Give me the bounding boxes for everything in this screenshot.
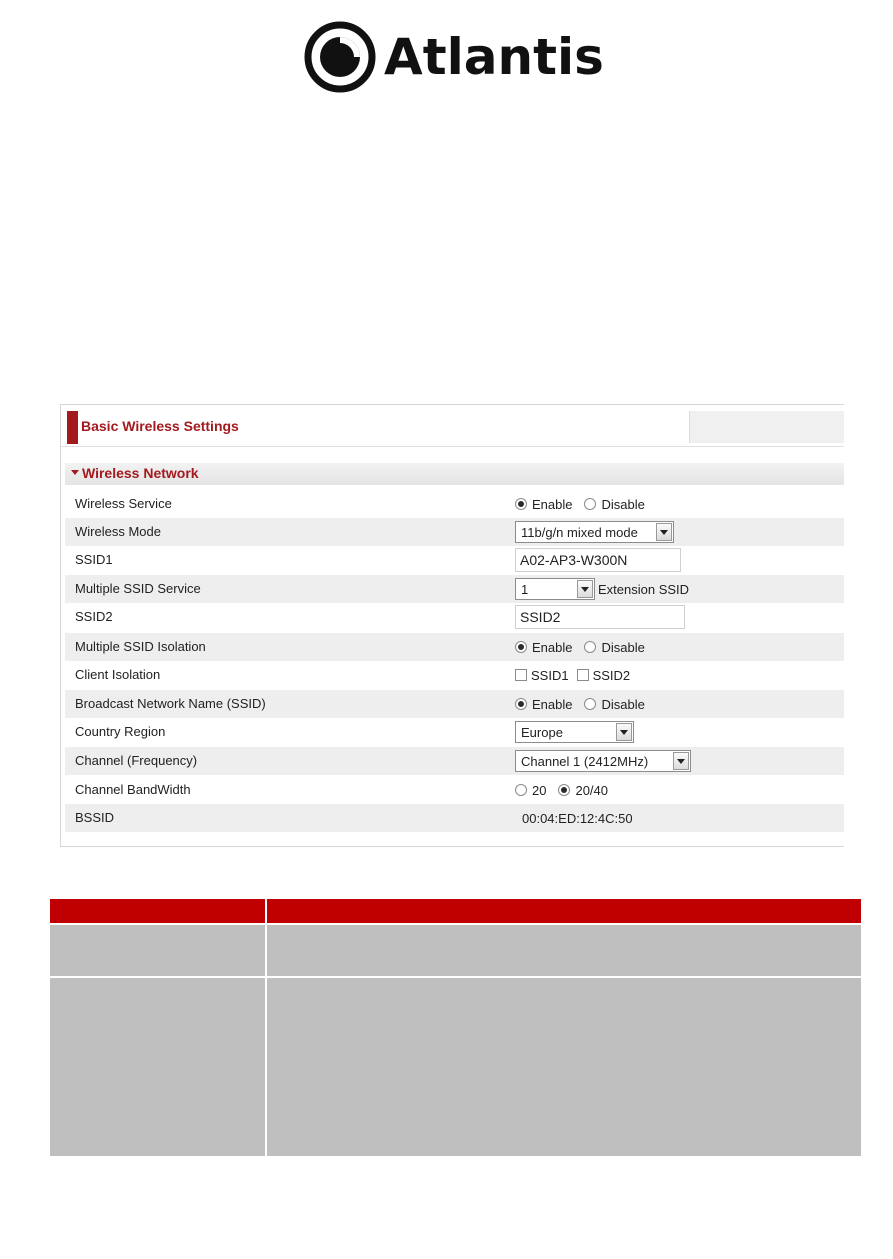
radio-bandwidth-20[interactable]: 20 <box>515 783 546 798</box>
radio-checked-icon[interactable] <box>515 498 527 510</box>
row-multiple-ssid-isolation <box>65 633 844 661</box>
table-row <box>50 925 861 976</box>
table-row <box>50 978 861 1156</box>
dropdown-arrow-icon[interactable] <box>673 752 689 770</box>
table-header <box>50 899 861 923</box>
checkbox-client-isolation-ssid2[interactable]: SSID2 <box>577 668 631 683</box>
checkbox-icon[interactable] <box>577 669 589 681</box>
radio-unchecked-icon[interactable] <box>515 784 527 796</box>
wireless-mode-select[interactable]: 11b/g/n mixed mode <box>515 521 674 543</box>
row-channel-bandwidth <box>65 776 844 804</box>
row-broadcast-ssid <box>65 690 844 718</box>
label-channel: Channel (Frequency) <box>75 753 198 768</box>
label-client-isolation: Client Isolation <box>75 667 161 682</box>
checkbox-client-isolation-ssid1[interactable]: SSID1 <box>515 668 569 683</box>
header-accent-bar <box>67 411 78 444</box>
label-ssid2: SSID2 <box>75 609 113 624</box>
page-title: Basic Wireless Settings <box>81 418 239 434</box>
radio-bandwidth-20-40[interactable]: 20/40 <box>558 783 608 798</box>
row-wireless-mode <box>65 518 844 546</box>
radio-checked-icon[interactable] <box>558 784 570 796</box>
bssid-value: 00:04:ED:12:4C:50 <box>522 810 633 826</box>
radio-unchecked-icon[interactable] <box>584 498 596 510</box>
label-ssid1: SSID1 <box>75 552 113 567</box>
label-multiple-ssid-isolation: Multiple SSID Isolation <box>75 639 206 654</box>
label-country-region: Country Region <box>75 724 166 739</box>
panel-header <box>61 405 844 447</box>
collapse-arrow-icon <box>71 470 79 475</box>
row-bssid <box>65 804 844 832</box>
router-settings-panel <box>60 404 844 847</box>
logo-text: Atlantis <box>384 28 604 86</box>
label-bssid: BSSID <box>75 810 115 825</box>
label-channel-bandwidth: Channel BandWidth <box>75 782 191 797</box>
radio-checked-icon[interactable] <box>515 698 527 710</box>
section-title: Wireless Network <box>82 465 199 481</box>
radio-wireless-service-enable[interactable]: Enable <box>515 497 572 512</box>
country-region-select[interactable]: Europe <box>515 721 634 743</box>
label-wireless-service: Wireless Service <box>75 496 172 511</box>
channel-select[interactable]: Channel 1 (2412MHz) <box>515 750 691 772</box>
row-client-isolation <box>65 661 844 689</box>
dropdown-arrow-icon[interactable] <box>616 723 632 741</box>
radio-broadcast-enable[interactable]: Enable <box>515 697 572 712</box>
row-wireless-service <box>65 490 844 518</box>
row-channel <box>65 747 844 775</box>
radio-ssid-isolation-enable[interactable]: Enable <box>515 640 572 655</box>
dropdown-arrow-icon[interactable] <box>577 580 593 598</box>
header-side-box <box>689 411 844 443</box>
atlantis-logo <box>304 20 604 94</box>
radio-unchecked-icon[interactable] <box>584 641 596 653</box>
extension-ssid-label: Extension SSID <box>598 581 690 597</box>
ssid1-input[interactable]: A02-AP3-W300N <box>515 548 681 572</box>
section-header-wireless-network[interactable] <box>65 463 844 485</box>
multiple-ssid-count-select[interactable]: 1 <box>515 578 595 600</box>
label-wireless-mode: Wireless Mode <box>75 524 161 539</box>
row-ssid2 <box>65 603 844 631</box>
label-multiple-ssid-service: Multiple SSID Service <box>75 581 201 596</box>
logo-mark-icon <box>304 21 376 93</box>
row-country-region <box>65 718 844 746</box>
radio-wireless-service-disable[interactable]: Disable <box>584 497 644 512</box>
dropdown-arrow-icon[interactable] <box>656 523 672 541</box>
ssid2-input[interactable]: SSID2 <box>515 605 685 629</box>
label-broadcast-ssid: Broadcast Network Name (SSID) <box>75 696 266 711</box>
checkbox-icon[interactable] <box>515 669 527 681</box>
radio-unchecked-icon[interactable] <box>584 698 596 710</box>
row-ssid1 <box>65 546 844 574</box>
radio-ssid-isolation-disable[interactable]: Disable <box>584 640 644 655</box>
row-multiple-ssid-service <box>65 575 844 603</box>
radio-checked-icon[interactable] <box>515 641 527 653</box>
radio-broadcast-disable[interactable]: Disable <box>584 697 644 712</box>
